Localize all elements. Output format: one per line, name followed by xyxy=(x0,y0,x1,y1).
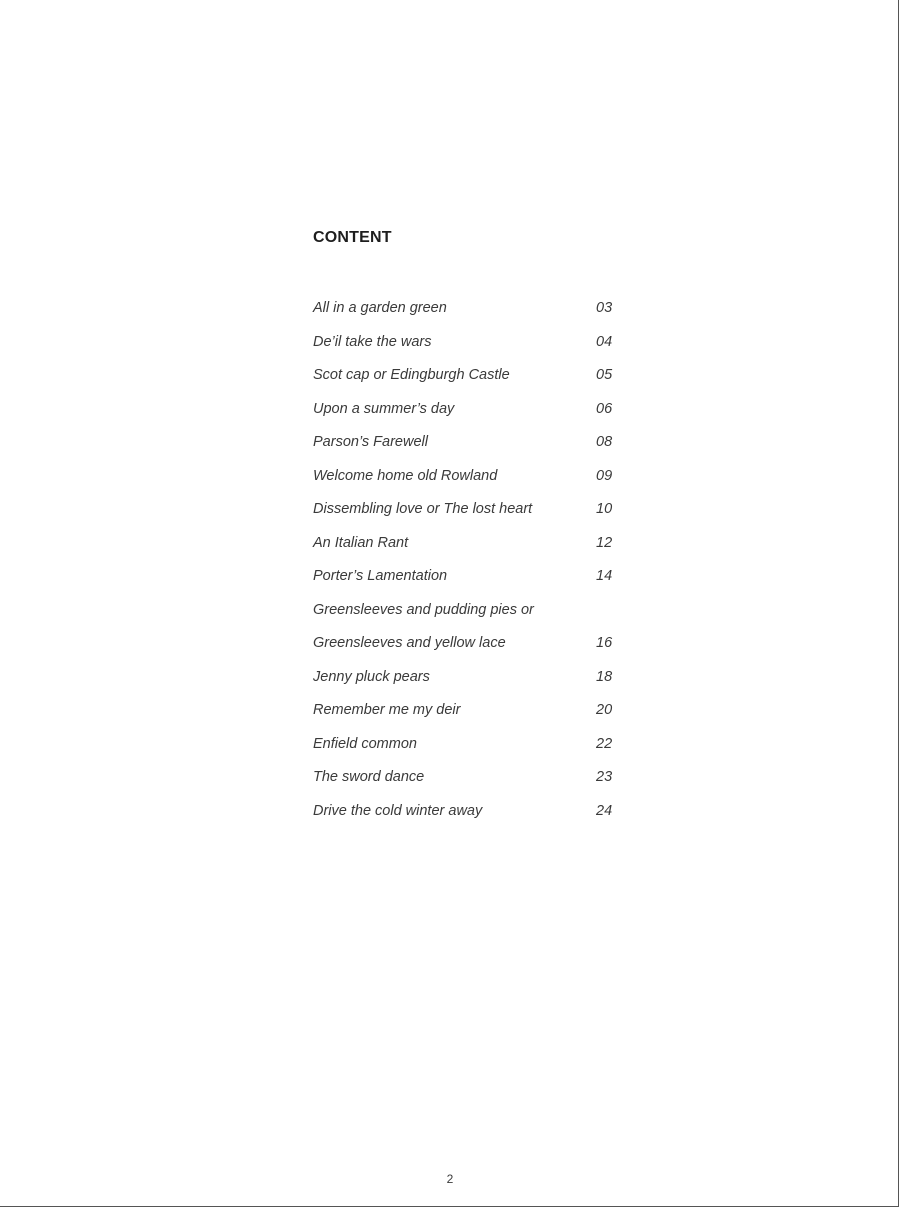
toc-entry xyxy=(313,699,623,733)
toc-entry xyxy=(313,364,623,398)
toc-entry-title: Jenny pluck pears xyxy=(313,668,430,685)
toc-entry-title: Enfield common xyxy=(313,735,417,752)
toc-entry-page: 03 xyxy=(596,300,613,316)
toc-entry-page: 24 xyxy=(596,802,613,819)
toc-heading: CONTENT xyxy=(313,229,392,246)
toc-entry xyxy=(313,498,623,532)
toc-entry-page: 20 xyxy=(596,702,613,718)
toc-entry-title: Scot cap or Edingburgh Castle xyxy=(313,367,510,383)
toc-entry-title: Porter’s Lamentation xyxy=(313,568,448,584)
toc-entry xyxy=(313,599,623,633)
toc-entry-title: Welcome home old Rowland xyxy=(313,467,498,484)
toc-entry-title: Greensleeves and pudding pies or xyxy=(313,601,534,618)
toc-entry-title: All in a garden green xyxy=(313,300,447,316)
toc-entry-title: De’il take the wars xyxy=(313,333,432,350)
toc-entry xyxy=(313,532,623,566)
toc-entry-page: 23 xyxy=(596,769,613,785)
toc-entry-title: Dissembling love or The lost heart xyxy=(313,501,533,517)
toc-entry xyxy=(313,666,623,700)
toc-list xyxy=(313,297,623,833)
toc-entry xyxy=(313,733,623,767)
toc-entry xyxy=(313,398,623,432)
toc-entry-title: Parson’s Farewell xyxy=(313,434,428,450)
toc-entry-title: An Italian Rant xyxy=(313,534,409,551)
toc-entry xyxy=(313,331,623,365)
toc-entry xyxy=(313,465,623,499)
toc-entry xyxy=(313,766,623,800)
toc-entry-page: 22 xyxy=(596,735,613,752)
toc-entry-title: Greensleeves and yellow lace xyxy=(313,635,506,651)
toc-entry xyxy=(313,431,623,465)
toc-entry-page: 14 xyxy=(596,568,613,584)
toc-entry xyxy=(313,632,623,666)
toc-entry-title: Upon a summer’s day xyxy=(313,400,455,417)
toc-entry xyxy=(313,800,623,834)
toc-entry-page: 06 xyxy=(596,400,613,417)
toc-entry-page: 04 xyxy=(596,333,613,350)
toc-entry-page: 09 xyxy=(596,467,613,484)
toc-entry xyxy=(313,297,623,331)
toc-entry-page: 10 xyxy=(596,501,613,517)
page-number: 2 xyxy=(446,1172,454,1186)
toc-entry-page: 12 xyxy=(596,534,613,551)
toc-entry-page: 18 xyxy=(596,668,613,685)
toc-entry-page: 16 xyxy=(596,635,613,651)
toc-entry-page: 05 xyxy=(596,367,613,383)
toc-entry-page: 08 xyxy=(596,434,613,450)
toc-entry-title: Remember me my deir xyxy=(313,702,461,718)
toc-entry-title: The sword dance xyxy=(313,769,425,785)
toc-entry-title: Drive the cold winter away xyxy=(313,802,483,819)
toc-entry xyxy=(313,565,623,599)
